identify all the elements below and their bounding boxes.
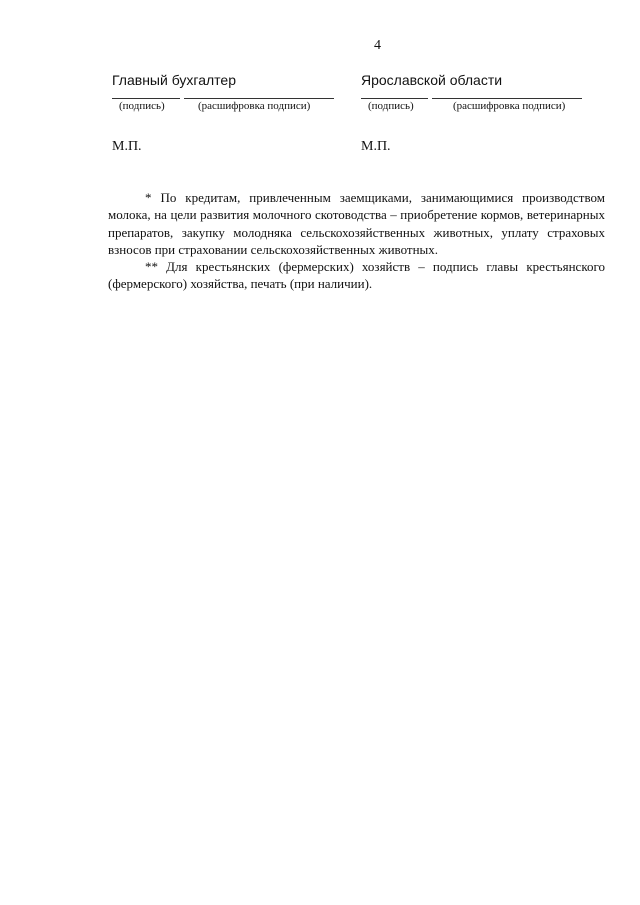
signature-title-left: Главный бухгалтер — [112, 72, 236, 88]
page-number: 4 — [374, 38, 381, 53]
signature-decode-line — [432, 98, 582, 99]
footnote-2: ** Для крестьянских (фермерских) хозяйств – подпись главы крестьянского (фермерского) хозяйства, печать (при наличии). — [108, 259, 605, 292]
signature-block-left — [112, 70, 334, 154]
signature-title-right: Ярославской области — [361, 72, 503, 88]
signature-decode-caption: (расшифровка подписи) — [198, 100, 311, 112]
signature-line — [361, 98, 428, 99]
signature-caption: (подпись) — [368, 100, 414, 112]
stamp-label-left: М.П. — [112, 139, 142, 154]
footnotes — [108, 189, 605, 293]
signature-decode-caption: (расшифровка подписи) — [453, 100, 566, 112]
signature-captions-left — [112, 100, 334, 114]
signature-caption: (подпись) — [119, 100, 165, 112]
signature-block-right — [361, 70, 586, 154]
signature-decode-line — [184, 98, 334, 99]
footnote-1: * По кредитам, привлеченным заемщиками, занимающимися производством молока, на цели развития молочного скотоводства – приобретение кормов, ветеринарных препаратов, закупку молодняка сельскохозяйственных животных, уплату страховых взносов при страховании сельскохозяйственных животных. — [108, 190, 605, 257]
signature-captions-right — [361, 100, 586, 114]
signature-line — [112, 98, 180, 99]
stamp-label-right: М.П. — [361, 139, 391, 154]
